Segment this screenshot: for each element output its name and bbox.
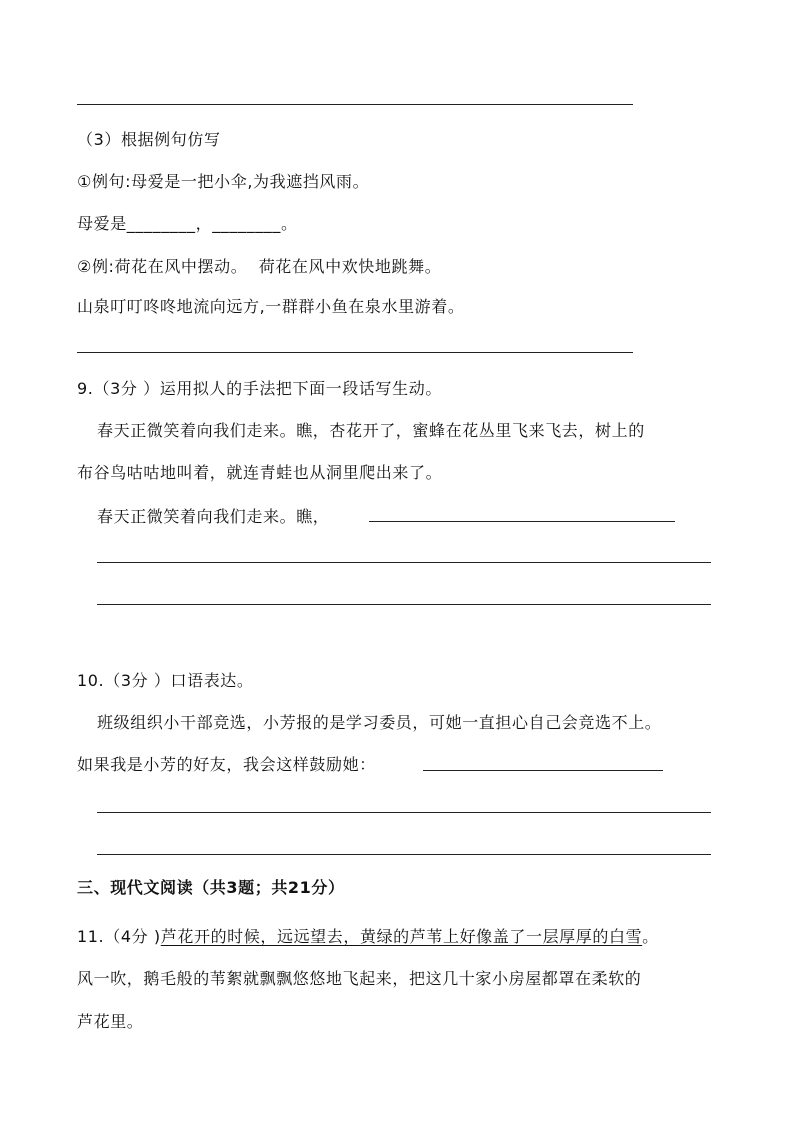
q9-paragraph-line-2: 布谷鸟咕咕地叫着，就连青蛙也从洞里爬出来了。 xyxy=(77,463,443,482)
answer-line[interactable] xyxy=(77,104,633,105)
q9-prompt: 春天正微笑着向我们走来。瞧， xyxy=(97,507,330,526)
answer-line[interactable] xyxy=(423,770,663,771)
answer-line[interactable] xyxy=(97,562,711,563)
q9-paragraph-line-1: 春天正微笑着向我们走来。瞧，杏花开了，蜜蜂在花丛里飞来飞去，树上的 xyxy=(97,421,645,440)
q8-3-example-1: ①例句:母爱是一把小伞,为我遮挡风雨。 xyxy=(77,172,370,191)
q11-underlined-sentence: 芦花开的时候，远远望去，黄绿的芦苇上好像盖了一层厚厚的白雪 xyxy=(160,927,643,946)
section-3-heading: 三、现代文阅读（共3题；共21分） xyxy=(77,878,345,897)
q10-heading: 10.（3分 ）口语表达。 xyxy=(77,671,254,690)
answer-line[interactable] xyxy=(97,812,711,813)
q11-line-1 xyxy=(77,926,659,948)
q11-line-2: 风一吹，鹅毛般的苇絮就飘飘悠悠地飞起来，把这几十家小房屋都罩在柔软的 xyxy=(77,969,642,988)
q11-line-3: 芦花里。 xyxy=(77,1012,144,1031)
answer-line[interactable] xyxy=(369,521,675,522)
answer-line[interactable] xyxy=(77,352,633,353)
q8-3-example-2: ②例:荷花在风中摆动。 荷花在风中欢快地跳舞。 xyxy=(77,257,442,276)
q8-3-heading: （3）根据例句仿写 xyxy=(77,130,221,149)
q11-number: 11.（4分 ) xyxy=(77,927,161,946)
answer-line[interactable] xyxy=(97,604,711,605)
q11-period: 。 xyxy=(642,927,659,946)
q10-prompt: 如果我是小芳的好友，我会这样鼓励她： xyxy=(77,755,376,774)
q8-3-example-1-fill: 母爱是________，________。 xyxy=(77,214,298,233)
q10-paragraph-line-1: 班级组织小干部竞选，小芳报的是学习委员，可她一直担心自己会竞选不上。 xyxy=(97,713,662,732)
q9-heading: 9.（3分 ）运用拟人的手法把下面一段话写生动。 xyxy=(77,379,442,398)
answer-line[interactable] xyxy=(97,854,711,855)
q8-3-task-sentence: 山泉叮叮咚咚地流向远方,一群群小鱼在泉水里游着。 xyxy=(77,297,465,316)
